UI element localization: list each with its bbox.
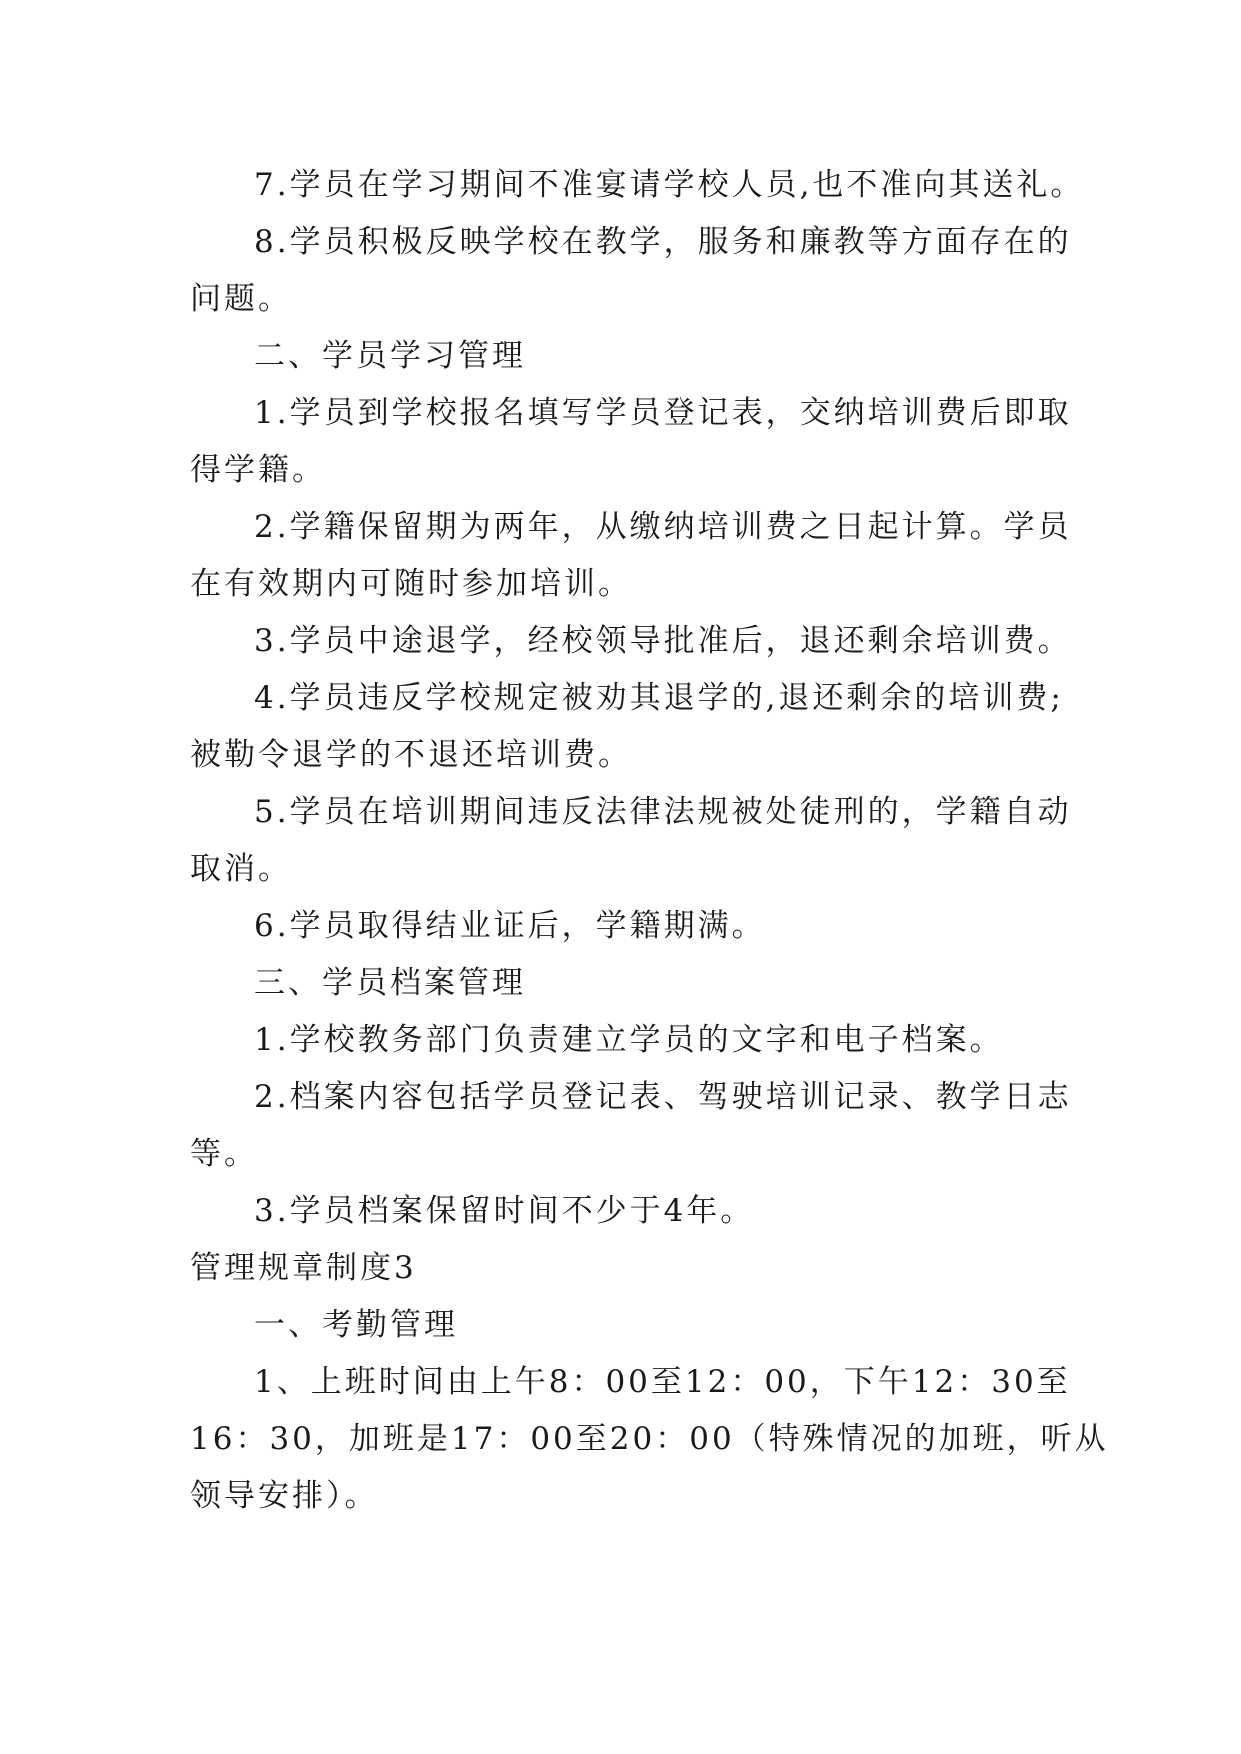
attendance-rule-1-continuation-2: 领导安排）。	[190, 1478, 379, 1514]
archive-rule-2-text: 2.档案内容包括学员登记表、驾驶培训记录、教学日志	[254, 1079, 1072, 1115]
section-heading-study-management: 二、学员学习管理	[254, 338, 526, 374]
study-rule-1-continuation: 得学籍。	[190, 452, 326, 488]
study-rule-5-continuation: 取消。	[190, 851, 292, 887]
section-heading-archive-management: 三、学员档案管理	[254, 965, 526, 1001]
rule-8-text: 8.学员积极反映学校在教学，服务和廉教等方面存在的	[254, 224, 1072, 260]
study-rule-6-text: 6.学员取得结业证后，学籍期满。	[254, 908, 766, 944]
document-title-regulations-3: 管理规章制度3	[190, 1250, 417, 1286]
rule-8-continuation: 问题。	[190, 281, 292, 317]
study-rule-5-text: 5.学员在培训期间违反法律法规被处徒刑的，学籍自动	[254, 794, 1072, 830]
archive-rule-1-text: 1.学校教务部门负责建立学员的文字和电子档案。	[254, 1022, 1004, 1058]
study-rule-4-text: 4.学员违反学校规定被劝其退学的,退还剩余的培训费;	[254, 680, 1064, 716]
rule-7-text: 7.学员在学习期间不准宴请学校人员,也不准向其送礼。	[254, 167, 1085, 203]
attendance-rule-1-continuation: 16：30，加班是17：00至20：00（特殊情况的加班，听从	[190, 1421, 1109, 1457]
archive-rule-2-continuation: 等。	[190, 1136, 258, 1172]
study-rule-2-text: 2.学籍保留期为两年，从缴纳培训费之日起计算。学员	[254, 509, 1072, 545]
study-rule-3-text: 3.学员中途退学，经校领导批准后，退还剩余培训费。	[254, 623, 1072, 659]
archive-rule-3-text: 3.学员档案保留时间不少于4年。	[254, 1193, 755, 1229]
study-rule-4-continuation: 被勒令退学的不退还培训费。	[190, 737, 632, 773]
attendance-rule-1-text: 1、上班时间由上午8：00至12：00，下午12：30至	[254, 1364, 1071, 1400]
study-rule-2-continuation: 在有效期内可随时参加培训。	[190, 566, 632, 602]
study-rule-1-text: 1.学员到学校报名填写学员登记表，交纳培训费后即取	[254, 395, 1072, 431]
section-heading-attendance-management: 一、考勤管理	[254, 1307, 458, 1343]
